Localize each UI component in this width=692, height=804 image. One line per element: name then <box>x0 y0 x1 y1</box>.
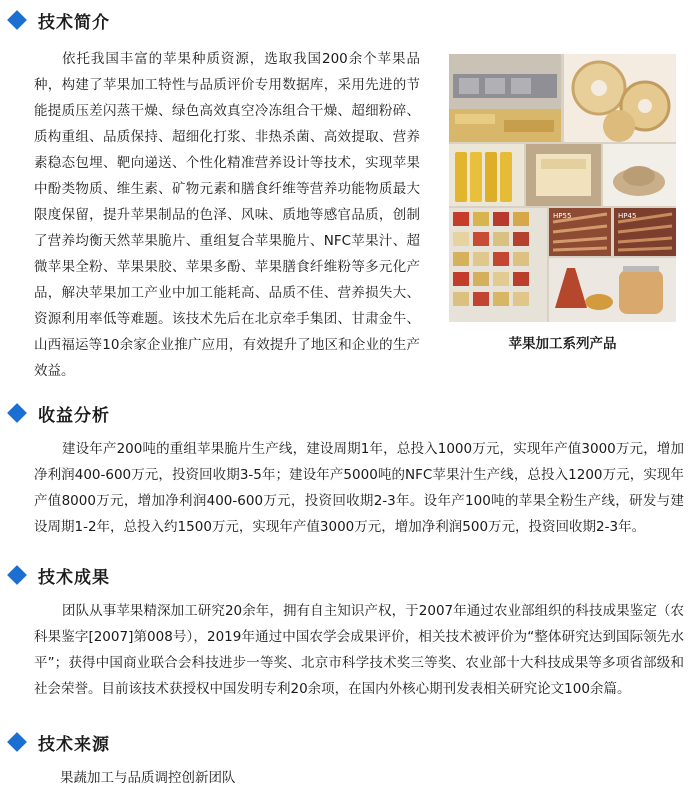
diamond-bullet-icon <box>7 10 27 30</box>
label-hp45: HP45 <box>618 212 637 220</box>
photo-caption: 苹果加工系列产品 <box>508 336 617 352</box>
section-title: 技术来源 <box>38 734 110 755</box>
apple-products-photo <box>449 54 676 322</box>
diamond-bullet-icon <box>7 732 27 752</box>
section-title: 技术成果 <box>38 567 110 588</box>
intro-paragraph: 依托我国丰富的苹果种质资源，选取我国200余个苹果品种，构建了苹果加工特性与品质评价专用数据库，采用先进的节能提质压差闪蒸干燥、绿色高效真空冷冻组合干燥、超细粉碎、质构重组、品质保持、超细化打浆、非热杀菌、高效提取、营养素稳态包埋、靶向递送、个性化精准营养设计等技术，实现苹果中酚类物质、维生素、矿物元素和膳食纤维等营养功能物质最大限度保留，提升苹果制品的色泽、风味、质地等感官品质，创制了营养均衡天然苹果脆片、重组复合苹果脆片、NFC苹果汁、超微苹果全粉、苹果果胶、苹果多酚、苹果膳食纤维粉等多元化产品，解决苹果加工产业中加工能耗高、品质不佳、营养损失大、资源利用率低等难题。该技术先后在北京牵手集团、甘肃金牛、山西福运等10余家企业推广应用，有效提升了地区和企业的生产效益。 <box>34 51 420 379</box>
section-header-result <box>6 560 110 590</box>
diamond-bullet-icon <box>7 565 27 585</box>
label-hp55: HP55 <box>553 212 572 220</box>
section-header-benefit <box>6 398 110 428</box>
benefit-paragraph: 建设年产200吨的重组苹果脆片生产线，建设周期1年，总投入1000万元，实现年产值3000万元，增加净利润400-600万元，投资回收期3-5年；建设年产5000吨的NFC苹果汁生产线，总投入1200万元，实现年产值8000万元，增加净利润400-600万元，投资回收期2-3年。设年产100吨的苹果全粉生产线，研发与建设周期1-2年，总投入约1500万元，实现年产值3000万元，增加净利润500万元，投资回收期2-3年。 <box>34 441 684 535</box>
section-title: 收益分析 <box>38 405 110 426</box>
diamond-bullet-icon <box>7 403 27 423</box>
section-title: 技术简介 <box>38 12 110 33</box>
source-paragraph: 果蔬加工与品质调控创新团队 <box>60 770 236 786</box>
section-header-intro <box>6 5 110 35</box>
section-header-source <box>6 727 110 757</box>
result-paragraph: 团队从事苹果精深加工研究20余年，拥有自主知识产权，于2007年通过农业部组织的科技成果鉴定（农科果鉴字[2007]第008号），2019年通过中国农学会成果评价，相关技术被评价为“整体研究达到国际领先水平”；获得中国商业联合会科技进步一等奖、北京市科学技术奖三等奖、农业部十大科技成果等多项省部级和社会荣誉。目前该技术获授权中国发明专利20余项，在国内外核心期刊发表相关研究论文100余篇。 <box>34 603 684 697</box>
apple-products-collage <box>449 54 676 322</box>
